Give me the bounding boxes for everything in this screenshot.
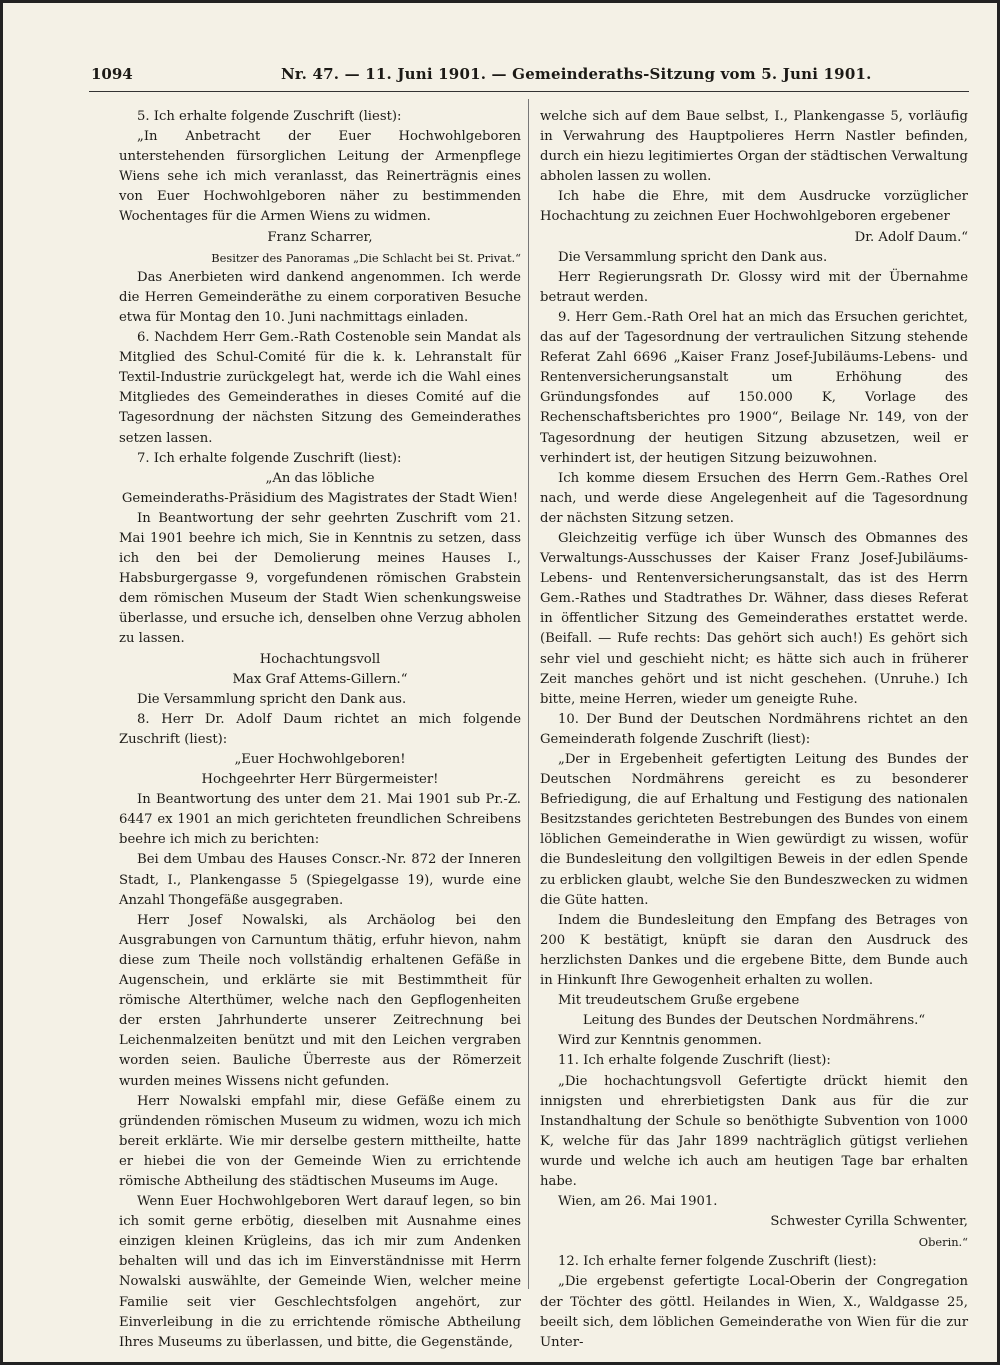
right-paragraph: „Die ergebenst gefertigte Local-Oberin der Congregation der Töchter des göttl. Heilandes in Wien, X., Waldgasse 25, beeilt sich, dem löblichen Gemeinderathe von Wien für die zur Unter- (540, 1274, 968, 1350)
left-paragraph: Herr Nowalski empfahl mir, diese Gefäße einem zu gründenden römischen Museum zu widmen, wozu ich mich bereit erklärte. Wie mir derselbe gestern mittheilte, hatte er hiebei die von der Gemeinde Wien zu errichtende römische Abtheilung des städtischen Museums im Auge. (119, 1093, 521, 1189)
right-paragraph: „Der in Ergebenheit gefertigten Leitung des Bundes der Deutschen Nordmährens gereicht es zu besonderer Befriedigung, die auf Erhaltung und Festigung des nationalen Besitzstandes gerichteten Bestrebungen des Bundes von einem löblichen Gemeinderathe in Wien gewürdigt zu wissen, wofür die Bundesleitung den vollgiltigen Beweis in der edlen Spende zu erblicken glaubt, welche Sie den Bundeszwecken zu widmen die Güte hatten. (540, 752, 968, 908)
left-paragraph: Herr Josef Nowalski, als Archäolog bei den Ausgrabungen von Carnuntum thätig, erfuhr hievon, nahm diese zum Theile noch vollständig erhaltenen Gefäße in Augenschein, und erklärte sie mit Bestimmtheit für römische Alterthümer, welche nach den Gepflogenheiten der ersten Jahrhunderte unserer Zeitrechnung bei Leichenmalzeiten benützt und mit den Leichen vergraben worden seien. Bauliche Überreste aus der Römerzeit wurden meines Wissens nicht gefunden. (119, 912, 521, 1089)
left-paragraph: Gemeinderaths-Präsidium des Magistrates der Stadt Wien! (121, 490, 519, 506)
left-paragraph: 6. Nachdem Herr Gem.-Rath Costenoble sein Mandat als Mitglied des Schul-Comité für die k. k. Lehranstalt für Textil-Industrie zurückgelegt hat, werde ich die Wahl eines Mitgliedes des Gemeinderathes in dieses Comité auf die Tagesordnung der nächsten Sitzung des Gemeinderathes setzen lassen. (119, 330, 521, 446)
header-rule (89, 91, 969, 92)
right-paragraph: Die Versammlung spricht den Dank aus. (558, 249, 828, 265)
right-paragraph: Dr. Adolf Daum.“ (854, 229, 968, 245)
right-paragraph: Leitung des Bundes der Deutschen Nordmährens.“ (582, 1013, 926, 1029)
left-paragraph: 8. Herr Dr. Adolf Daum richtet an mich folgende Zuschrift (liest): (119, 711, 521, 747)
right-paragraph: Gleichzeitig verfüge ich über Wunsch des Obmannes des Verwaltungs-Ausschusses der Kaiser Franz Josef-Jubiläums-Lebens- und Rentenversicherungsanstalt, das ist des Herrn Gem.-Rathes und Stadtrathes Dr. Wähner, dass dieses Referat in öffentlicher Sitzung des Gemeinderathes erstattet werde. (Beifall. — Rufe rechts: Das gehört sich auch!) Es gehört sich sehr viel und geschieht nicht; es hätte sich auch in früherer Zeit manches gehört und ist nicht geschehen. (Unruhe.) Ich bitte, meine Herren, wieder um geneigte Ruhe. (540, 530, 968, 707)
left-paragraph: Bei dem Umbau des Hauses Conscr.-Nr. 872 der Inneren Stadt, I., Plankengasse 5 (Spiegelgasse 19), wurde eine Anzahl Thongefäße ausgegraben. (119, 852, 521, 908)
left-paragraph: „Euer Hochwohlgeboren! (234, 752, 406, 767)
left-paragraph: Hochachtungsvoll (259, 651, 381, 667)
right-paragraph: 11. Ich erhalte folgende Zuschrift (liest): (558, 1053, 831, 1069)
page-header (91, 65, 967, 87)
left-paragraph: Franz Scharrer, (267, 229, 373, 245)
right-paragraph: Schwester Cyrilla Schwenter, (770, 1214, 968, 1230)
right-paragraph: „Die hochachtungsvoll Gefertigte drückt hiemit den innigsten und ehrerbietigsten Dank aus für die zur Instandhaltung der Schule so benöthigte Subvention von 1000 K, welche für das Jahr 1899 nachträglich gütigst verliehen wurde und welche ich auch am heutigen Tage bar erhalten habe. (540, 1073, 968, 1189)
left-paragraph: „In Anbetracht der Euer Hochwohlgeboren unterstehenden fürsorglichen Leitung der Armenpflege Wiens sehe ich mich veranlasst, das Reinerträgnis eines von Euer Hochwohlgeboren näher zu bestimmenden Wochentages für die Armen Wiens zu widmen. (119, 129, 521, 225)
right-paragraph: Ich habe die Ehre, mit dem Ausdrucke vorzüglicher Hochachtung zu zeichnen Euer Hochwohlgeboren ergebener (540, 189, 968, 225)
left-paragraph: In Beantwortung der sehr geehrten Zuschrift vom 21. Mai 1901 beehre ich mich, Sie in Kenntnis zu setzen, dass ich den bei der Demolierung meines Hauses I., Habsburgergasse 9, vorgefundenen römischen Grabstein dem römischen Museum der Stadt Wien schenkungsweise überlasse, und ersuche ich, denselben ohne Verzug abholen zu lassen. (119, 510, 521, 647)
left-paragraph: In Beantwortung des unter dem 21. Mai 1901 sub Pr.-Z. 6447 ex 1901 an mich gerichteten freundlichen Schreibens beehre ich mich zu berichten: (119, 792, 521, 848)
right-paragraph: 10. Der Bund der Deutschen Nordmährens richtet an den Gemeinderath folgende Zuschrift (liest): (540, 711, 968, 747)
right-paragraph: Wien, am 26. Mai 1901. (558, 1194, 718, 1210)
left-column (119, 107, 521, 1350)
right-paragraph: Indem die Bundesleitung den Empfang des Betrages von 200 K bestätigt, knüpft sie daran den Ausdruck des herzlichsten Dankes und die ergebene Bitte, dem Bunde auch in Hinkunft Ihre Gewogenheit erhalten zu wollen. (540, 912, 968, 989)
right-paragraph: Oberin.“ (918, 1235, 968, 1250)
right-paragraph: 12. Ich erhalte ferner folgende Zuschrift (liest): (558, 1254, 877, 1270)
left-paragraph: Max Graf Attems-Gillern.“ (232, 671, 408, 687)
right-paragraph: Wird zur Kenntnis genommen. (558, 1033, 762, 1049)
left-paragraph: Wenn Euer Hochwohlgeboren Wert darauf legen, so bin ich somit gerne erbötig, dieselben mit Ausnahme eines einzigen kleinen Krügleins, das ich mir zum Andenken behalten will und das ich im Einverständnisse mit Herrn Nowalski auswählte, der Gemeinde Wien, welcher meine Familie seit vier Geschlechtsfolgen angehört, zur Einverleibung in die zu errichtende römische Abtheilung Ihres Museums zu überlassen, und bitte, die Gegenstände, (119, 1194, 521, 1350)
left-paragraph: 5. Ich erhalte folgende Zuschrift (liest): (137, 109, 402, 124)
right-paragraph: welche sich auf dem Baue selbst, I., Plankengasse 5, vorläufig in Verwahrung des Hauptpolieres Herrn Nastler befinden, durch ein hiezu legitimiertes Organ der städtischen Verwaltung abholen lassen zu wollen. (540, 109, 968, 185)
left-paragraph: Hochgeehrter Herr Bürgermeister! (201, 772, 439, 788)
right-paragraph: 9. Herr Gem.-Rath Orel hat an mich das Ersuchen gerichtet, das auf der Tagesordnung der vertraulichen Sitzung stehende Referat Zahl 6696 „Kaiser Franz Josef-Jubiläums-Lebens- und Rentenversicherungsanstalt um Erhöhung des Gründungsfondes auf 150.000 K, Vorlage des Rechenschaftsberichtes pro 1900“, Beilage Nr. 149, von der Tagesordnung der heutigen Sitzung abzusetzen, weil er verhindert ist, der heutigen Sitzung beizuwohnen. (540, 309, 968, 466)
column-divider (528, 99, 529, 1289)
right-column (540, 107, 968, 1350)
left-paragraph: „An das löbliche (265, 470, 375, 486)
left-paragraph: Besitzer des Panoramas „Die Schlacht bei St. Privat.“ (211, 250, 521, 265)
left-paragraph: Die Versammlung spricht den Dank aus. (137, 691, 407, 707)
left-paragraph: 7. Ich erhalte folgende Zuschrift (liest): (137, 450, 402, 466)
page-number: 1094 (91, 65, 133, 83)
right-paragraph: Ich komme diesem Ersuchen des Herrn Gem.-Rathes Orel nach, und werde diese Angelegenheit auf die Tagesordnung der nächsten Sitzung setzen. (540, 470, 968, 526)
running-title: Nr. 47. — 11. Juni 1901. — Gemeinderaths-Sitzung vom 5. Juni 1901. (281, 65, 872, 83)
right-paragraph: Herr Regierungsrath Dr. Glossy wird mit der Übernahme betraut werden. (540, 269, 968, 305)
right-paragraph: Mit treudeutschem Gruße ergebene (558, 993, 800, 1009)
left-paragraph: Das Anerbieten wird dankend angenommen. Ich werde die Herren Gemeinderäthe zu einem corporativen Besuche etwa für Montag den 10. Juni nachmittags einladen. (119, 269, 521, 325)
